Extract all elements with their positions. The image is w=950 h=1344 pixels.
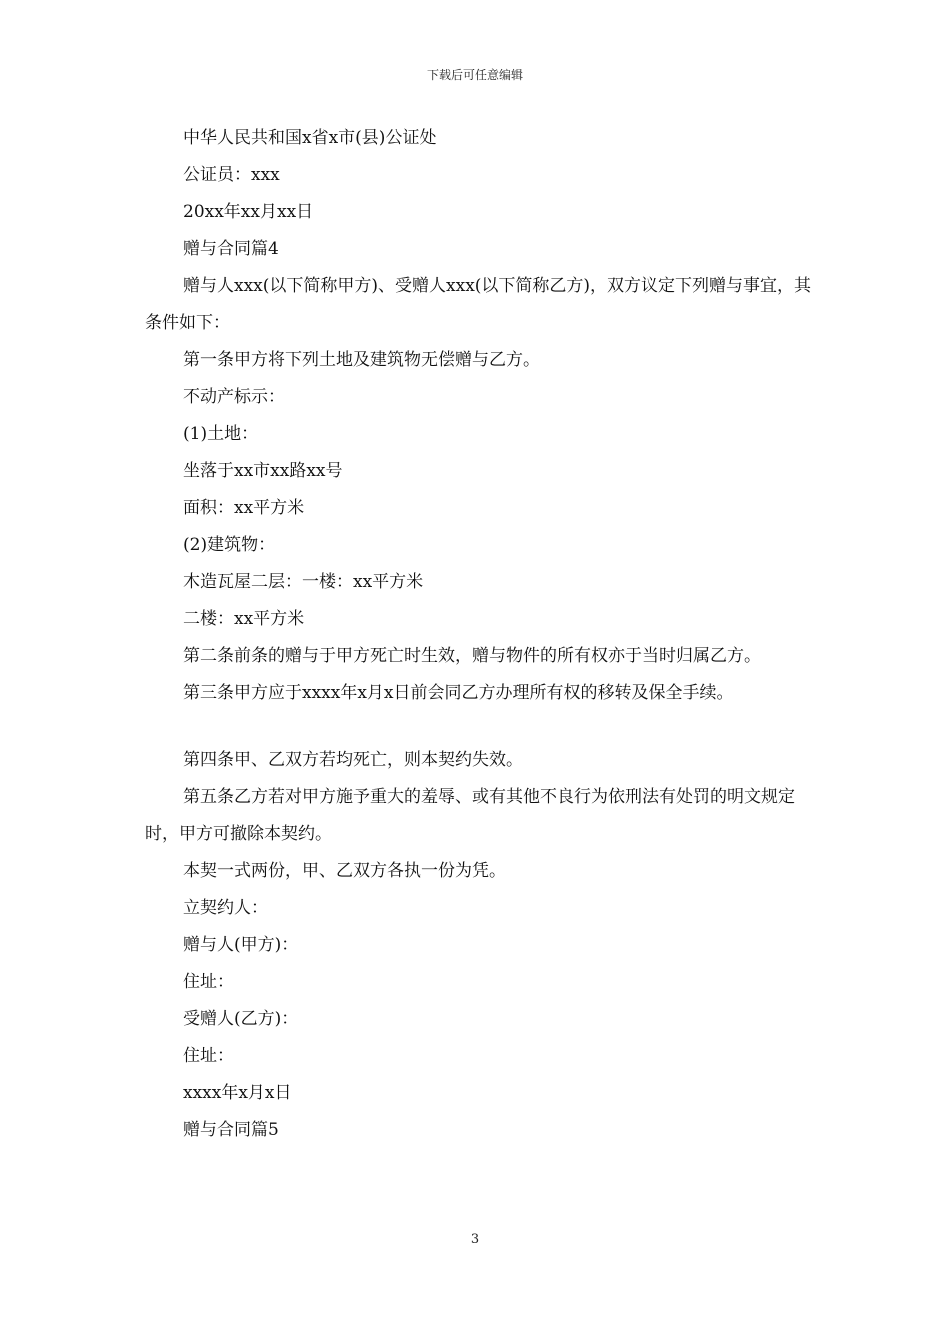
paragraph-property-label: 不动产标示： — [183, 387, 285, 407]
paragraph-building: (2)建筑物： — [183, 535, 276, 555]
paragraph-signatories: 立契约人： — [183, 898, 268, 918]
paragraph-date: 20xx年xx月xx日 — [183, 202, 314, 222]
paragraph-second-floor: 二楼：xx平方米 — [183, 609, 305, 629]
paragraph-notary: 公证员：xxx — [183, 165, 280, 185]
paragraph-article-3: 第三条甲方应于xxxx年x月x日前会同乙方办理所有权的移转及保全手续。 — [183, 683, 734, 703]
page-number: 3 — [470, 1232, 480, 1247]
paragraph-land: (1)土地： — [183, 424, 259, 444]
paragraph-copies: 本契一式两份，甲、乙双方各执一份为凭。 — [183, 861, 506, 881]
document-body — [145, 120, 825, 1149]
paragraph-article-1: 第一条甲方将下列土地及建筑物无偿赠与乙方。 — [183, 350, 540, 370]
paragraph-article-2: 第二条前条的赠与于甲方死亡时生效，赠与物件的所有权亦于当时归属乙方。 — [183, 646, 761, 666]
section-title-contract-4: 赠与合同篇4 — [183, 239, 279, 259]
paragraph-parties: 赠与人xxx(以下简称甲方)、受赠人xxx(以下简称乙方)，双方议定下列赠与事宜，其条件如下： — [145, 276, 812, 333]
paragraph-sign-date: xxxx年x月x日 — [183, 1083, 292, 1103]
paragraph-notary-office: 中华人民共和国x省x市(县)公证处 — [183, 128, 437, 148]
paragraph-donee-address: 住址： — [183, 1046, 234, 1066]
paragraph-article-5: 第五条乙方若对甲方施予重大的羞辱、或有其他不良行为依刑法有处罚的明文规定时，甲方可撤除本契约。 — [145, 787, 795, 844]
paragraph-donor-address: 住址： — [183, 972, 234, 992]
paragraph-area: 面积：xx平方米 — [183, 498, 305, 518]
paragraph-spacer — [145, 712, 825, 742]
paragraph-location: 坐落于xx市xx路xx号 — [183, 461, 343, 481]
paragraph-donee: 受赠人(乙方)： — [183, 1009, 299, 1029]
section-title-contract-5: 赠与合同篇5 — [183, 1120, 279, 1140]
page-header: 下载后可任意编辑 — [426, 68, 523, 82]
paragraph-donor: 赠与人(甲方)： — [183, 935, 299, 955]
paragraph-first-floor: 木造瓦屋二层：一楼：xx平方米 — [183, 572, 424, 592]
paragraph-article-4: 第四条甲、乙双方若均死亡，则本契约失效。 — [183, 750, 523, 770]
